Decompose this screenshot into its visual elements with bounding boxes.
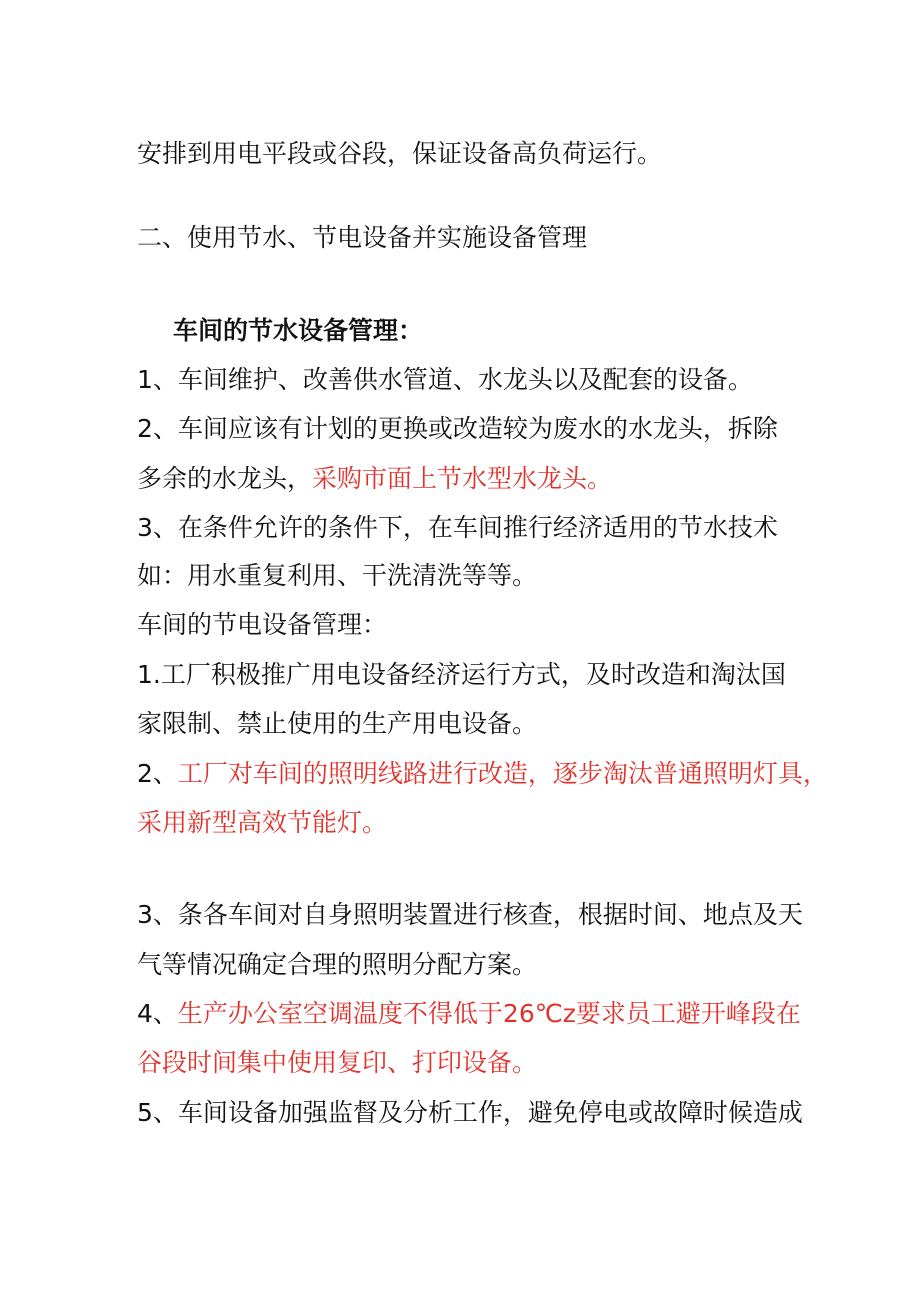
highlighted-text: 采用新型高效节能灯。 <box>137 808 388 837</box>
list-number: 4、 <box>137 999 178 1028</box>
text-segment: 多余的水龙头， <box>137 464 313 493</box>
water-management-heading: 车间的节水设备管理： <box>173 316 424 345</box>
list-item <box>137 998 801 1030</box>
paragraph-line: 安排到用电平段或谷段，保证设备高负荷运行。 <box>137 139 663 168</box>
list-item: 5、车间设备加强监督及分析工作，避免停电或故障时候造成 <box>137 1098 803 1127</box>
highlighted-text: 谷段时间集中使用复印、打印设备。 <box>137 1048 538 1077</box>
list-item-continuation: 气等情况确定合理的照明分配方案。 <box>137 950 538 979</box>
power-management-heading: 车间的节电设备管理： <box>137 610 388 639</box>
list-item: 3、条各车间对自身照明装置进行核查，根据时间、地点及天 <box>137 900 803 929</box>
section-heading: 二、使用节水、节电设备并实施设备管理 <box>137 223 588 252</box>
list-item: 2、车间应该有计划的更换或改造较为废水的水龙头，拆除 <box>137 414 778 443</box>
highlighted-text: 工厂对车间的照明线路进行改造，逐步淘汰普通照明灯具， <box>177 759 828 788</box>
list-number: 2、 <box>137 759 178 788</box>
list-item: 1.工厂积极推广用电设备经济运行方式，及时改造和淘汰国 <box>137 660 786 689</box>
list-item <box>137 758 828 790</box>
highlighted-text: 生产办公室空调温度不得低于26℃z要求员工避开峰段在 <box>177 999 801 1028</box>
list-item: 1、车间维护、改善供水管道、水龙头以及配套的设备。 <box>137 365 753 394</box>
highlighted-text: 采购市面上节水型水龙头。 <box>312 464 613 493</box>
list-item-continuation: 家限制、禁止使用的生产用电设备。 <box>137 709 538 738</box>
list-item-continuation: 如：用水重复利用、干洗清洗等等。 <box>137 561 538 590</box>
list-item-continuation <box>137 463 612 495</box>
list-item: 3、在条件允许的条件下，在车间推行经济适用的节水技术 <box>137 513 778 542</box>
